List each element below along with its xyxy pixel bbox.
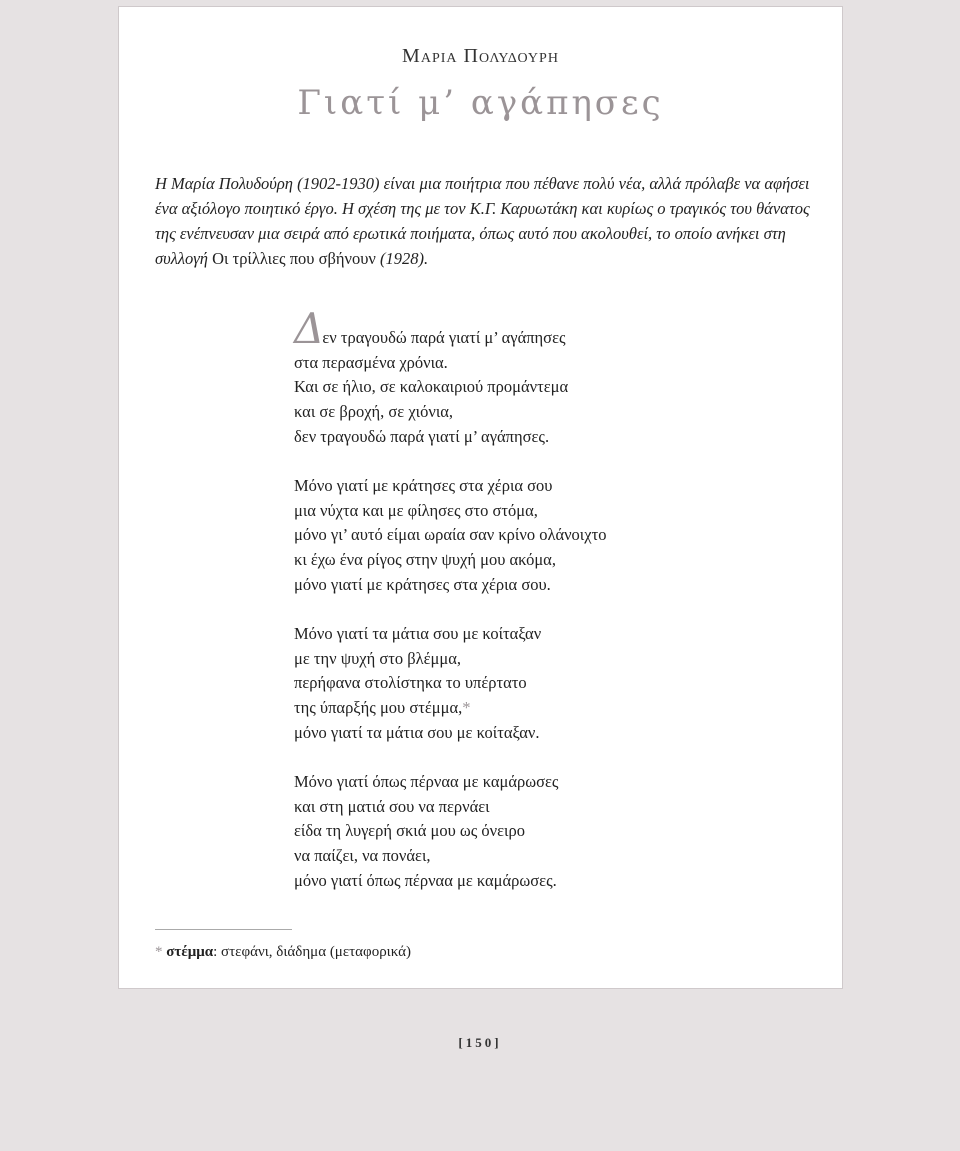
poem-line: κι έχω ένα ρίγος στην ψυχή μου ακόμα, <box>294 550 556 570</box>
poem-line-text: εν τραγουδώ παρά γιατί μ’ αγάπησες <box>322 328 566 347</box>
poem-line: να παίζει, να πονάει, <box>294 846 431 866</box>
poem-line: στα περασμένα χρόνια. <box>294 352 448 372</box>
poem-line: Μόνο γιατί τα μάτια σου με κοίταξαν <box>294 624 542 644</box>
poem-line <box>294 304 606 353</box>
page <box>118 6 843 989</box>
poem-line: είδα τη λυγερή σκιά μου ως όνειρο <box>294 821 525 841</box>
poem-line: Μόνο γιατί με κράτησες στα χέρια σου <box>294 476 553 496</box>
stanza-1 <box>294 304 606 450</box>
page-number: [150] <box>458 1035 502 1050</box>
footnote-marker: * <box>462 698 471 718</box>
intro-year: (1928). <box>375 249 429 268</box>
intro-paragraph <box>155 171 810 271</box>
footnote-divider <box>155 929 292 930</box>
poem <box>294 304 607 918</box>
poem-line: και στη ματιά σου να περνάει <box>294 796 490 816</box>
footnote-term: στέμμα <box>166 944 214 960</box>
drop-cap: Δ <box>294 304 325 353</box>
poem-line: δεν τραγουδώ παρά γιατί μ’ αγάπησες. <box>294 426 550 446</box>
poem-line: μόνο γιατί τα μάτια σου με κοίταξαν. <box>294 722 540 742</box>
collection-title: Οι τρίλλιες που σβήνουν <box>212 249 376 268</box>
footnote <box>155 944 411 961</box>
footnote-definition: : στεφάνι, διάδημα (μεταφορικά) <box>213 944 411 960</box>
poem-line: Και σε ήλιο, σε καλοκαιριού προμάντεμα <box>294 377 569 397</box>
poem-line: μόνο γιατί με κράτησες στα χέρια σου. <box>294 574 551 594</box>
poem-line <box>294 696 606 721</box>
footnote-marker: * <box>155 944 163 960</box>
poem-line: με την ψυχή στο βλέμμα, <box>294 648 462 668</box>
poem-title: Γιατί μ’ αγάπησες <box>297 83 664 123</box>
poem-line: Μόνο γιατί όπως πέρναα με καμάρωσες <box>294 772 559 792</box>
stanza-3 <box>294 622 606 746</box>
poem-line: μόνο γι’ αυτό είμαι ωραία σαν κρίνο ολάνοιχτο <box>294 525 607 545</box>
intro-text: Η Μαρία Πολυδούρη (1902-1930) είναι μια ποιήτρια που πέθανε πολύ νέα, αλλά πρόλαβε να αφήσει ένα αξιόλογο ποιητικό έργο. Η σχέση της με τον Κ.Γ. Καρυωτάκη και κυρίως ο τραγικός του θάνατος της ενέπνευσαν μια σειρά από ερωτικά ποιήματα, όπως αυτό που ακολουθεί, το οποίο ανήκει στη συλλογή <box>155 174 810 268</box>
poem-line-text: της ύπαρξής μου στέμμα, <box>294 698 463 718</box>
poem-line: περήφανα στολίστηκα το υπέρτατο <box>294 673 527 693</box>
poem-line: μια νύχτα και με φίλησες στο στόμα, <box>294 500 538 520</box>
poem-line: μόνο γιατί όπως πέρναα με καμάρωσες. <box>294 870 557 890</box>
stanza-4 <box>294 770 606 894</box>
stanza-2 <box>294 474 606 598</box>
poem-line: και σε βροχή, σε χιόνια, <box>294 402 454 422</box>
author-name: Μαρια Πολυδουρη <box>402 45 559 67</box>
